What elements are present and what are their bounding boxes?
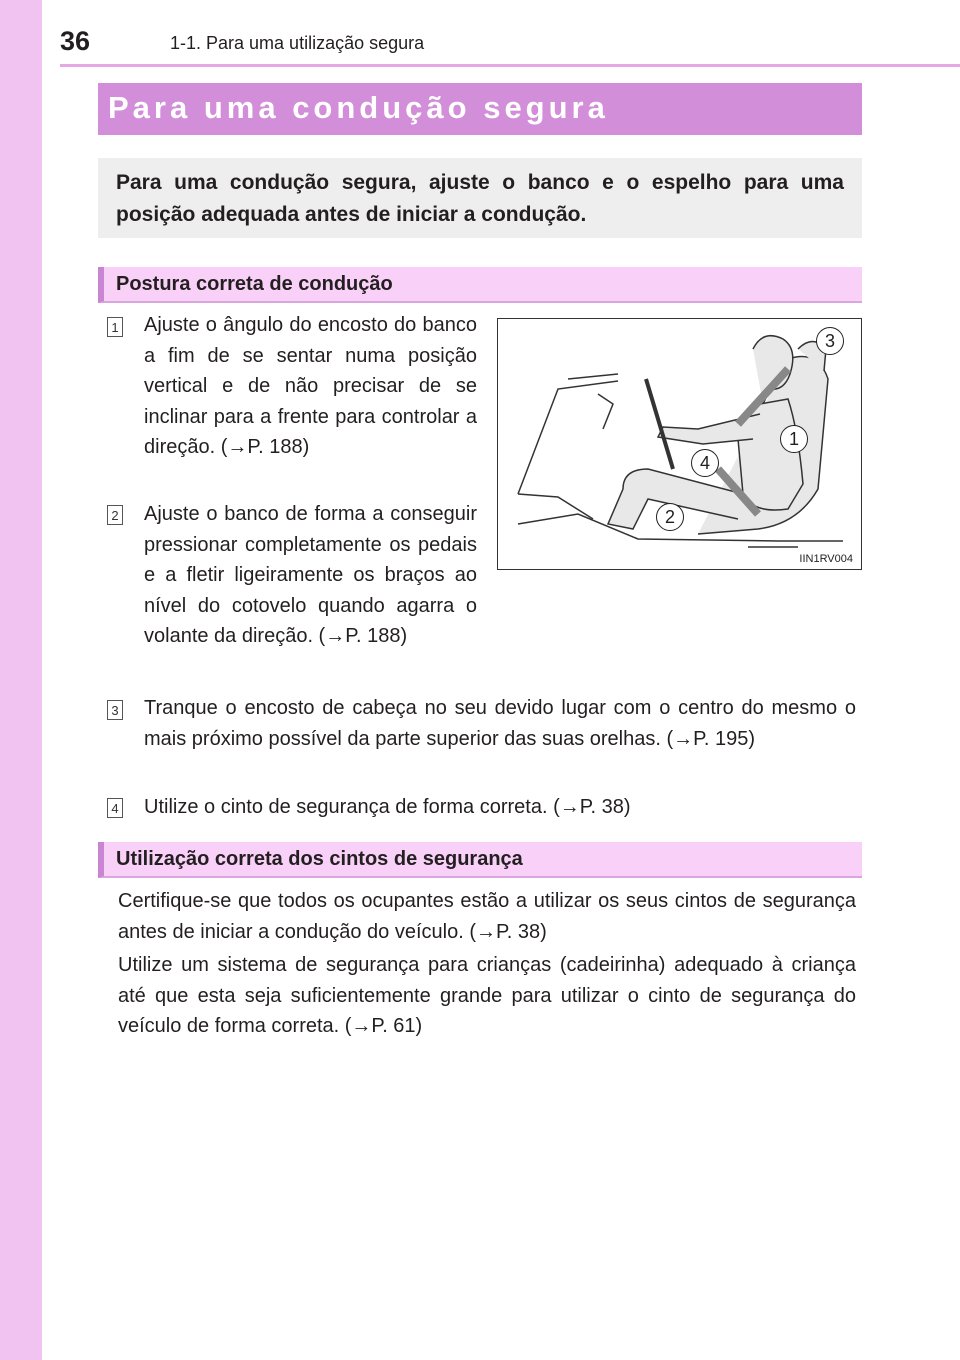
figure-code: IIN1RV004 [799, 553, 853, 565]
header-section-title: 1-1. Para uma utilização segura [170, 33, 425, 53]
subheading-seatbelts-text: Utilização correta dos cintos de segurança [116, 848, 523, 870]
subheading-posture-text: Postura correta de condução [116, 273, 393, 295]
item-number-2: 2 [107, 505, 123, 525]
figure-callout-2: 2 [656, 503, 684, 531]
figure-callout-3: 3 [816, 327, 844, 355]
seatbelt-paragraph-1: Certifique-se que todos os ocupantes estão a utilizar os seus cintos de segurança antes de iniciar a condução do veículo. (→P. 38) [118, 890, 856, 943]
posture-item-4-text: Utilize o cinto de segurança de forma correta. (→P. 38) [144, 796, 631, 818]
posture-item-2-text: Ajuste o banco de forma a conseguir pressionar completamente os pedais e a fletir ligeiramente os braços ao nível do cotovelo quando agarra o volante da direção. (→P. 188) [144, 503, 477, 647]
item-number-1: 1 [107, 317, 123, 337]
subheading-posture [98, 267, 862, 303]
item-number-4: 4 [107, 798, 123, 818]
side-tab-strip [0, 0, 42, 1360]
section-title-bar [98, 83, 862, 135]
page-number: 36 [60, 26, 91, 56]
subheading-seatbelts [98, 842, 862, 878]
section-title: Para uma condução segura [108, 90, 609, 125]
posture-item-3-text: Tranque o encosto de cabeça no seu devido lugar com o centro do mesmo o mais próximo possível da parte superior das suas orelhas. (→P. 195) [144, 697, 856, 750]
item-number-3: 3 [107, 700, 123, 720]
intro-text: Para uma condução segura, ajuste o banco e o espelho para uma posição adequada antes de iniciar a condução. [116, 171, 844, 226]
header-rule [60, 64, 960, 67]
seatbelt-paragraph-2: Utilize um sistema de segurança para crianças (cadeirinha) adequado à criança até que esta seja suficientemente grande para utilizar o cinto de segurança do veículo de forma correta. (→P. 61) [118, 954, 856, 1037]
intro-box [98, 158, 862, 238]
figure-callout-4: 4 [691, 449, 719, 477]
posture-item-1-text: Ajuste o ângulo do encosto do banco a fim de se sentar numa posição vertical e de não precisar de se inclinar para a frente para controlar a direção. (→P. 188) [144, 314, 477, 458]
figure-callout-1: 1 [780, 425, 808, 453]
driving-posture-illustration [497, 318, 862, 570]
